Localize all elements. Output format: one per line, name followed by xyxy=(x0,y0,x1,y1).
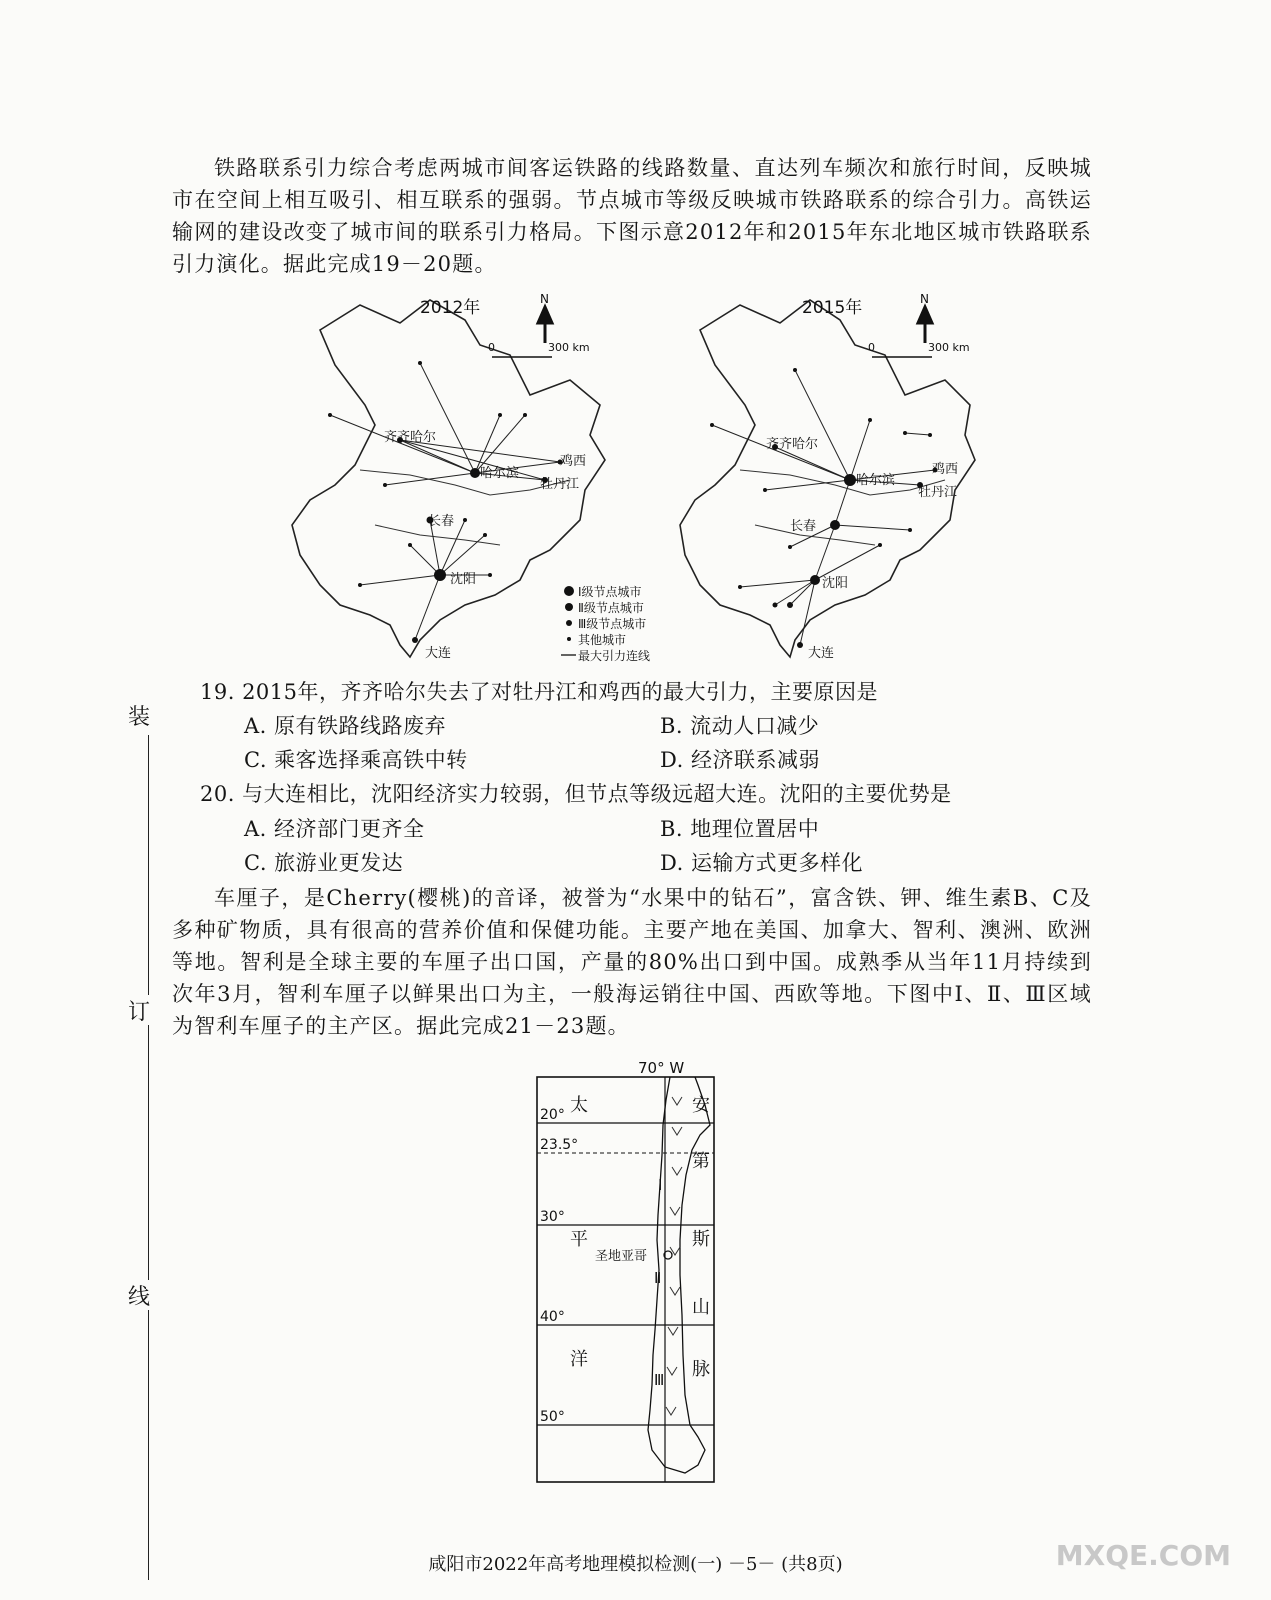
binding-line-bottom xyxy=(148,1310,149,1580)
map-legend xyxy=(561,584,650,663)
mountain-label-3: 斯 xyxy=(692,1229,710,1250)
north-arrow-label: N xyxy=(920,292,929,306)
ocean-label-2: 平 xyxy=(570,1229,588,1250)
northeast-map-2012 xyxy=(280,285,680,675)
latitude-30: 30° xyxy=(540,1209,565,1225)
legend-level2: Ⅱ级节点城市 xyxy=(578,601,644,615)
north-arrow-label: N xyxy=(540,292,549,306)
city-shenyang: 沈阳 xyxy=(822,576,849,591)
scale-zero: 0 xyxy=(488,341,495,354)
mountain-label-2: 第 xyxy=(692,1151,710,1172)
longitude-label: 70° W xyxy=(638,1059,685,1077)
chile-map xyxy=(520,1055,730,1495)
city-qiqihar: 齐齐哈尔 xyxy=(384,430,437,445)
city-changchun: 长春 xyxy=(790,519,817,534)
north-arrow-icon xyxy=(918,307,932,343)
city-harbin: 哈尔滨 xyxy=(856,473,896,488)
legend-line: 最大引力连线 xyxy=(578,649,651,663)
binding-line-middle xyxy=(148,1025,149,1280)
latitude-50: 50° xyxy=(540,1409,565,1425)
margin-word-ding: 订 xyxy=(128,1000,151,1025)
latitude-20: 20° xyxy=(540,1107,565,1123)
region-2-label: Ⅱ xyxy=(654,1269,662,1287)
intro-paragraph-rail: 铁路联系引力综合考虑两城市间客运铁路的线路数量、直达列车频次和旅行时间，反映城市在空间上相互吸引、相互联系的强弱。节点城市等级反映城市铁路联系的综合引力。高铁运输网的建设改变了城市间的联系引力格局。下图示意2012年和2015年东北地区城市铁路联系引力演化。据此完成19－20题。 xyxy=(172,156,1092,276)
binding-line-top xyxy=(148,735,149,995)
region-3-label: Ⅲ xyxy=(654,1371,665,1389)
mountain-label-1: 安 xyxy=(692,1095,710,1116)
city-jixi: 鸡西 xyxy=(932,462,959,477)
intro-paragraph-cherry: 车厘子，是Cherry(樱桃)的音译，被誉为“水果中的钻石”，富含铁、钾、维生素B、C及多种矿物质，具有很高的营养价值和保健功能。主要产地在美国、加拿大、智利、澳洲、欧洲等地。智利是全球主要的车厘子出口国，产量的80%出口到中国。成熟季从当年11月持续到次年3月，智利车厘子以鲜果出口为主，一般海运销往中国、西欧等地。下图中Ⅰ、Ⅱ、Ⅲ区域为智利车厘子的主产区。据此完成21－23题。 xyxy=(172,886,1092,1038)
scale-zero: 0 xyxy=(868,341,875,354)
q19-option-c: C. 乘客选择乘高铁中转 xyxy=(244,748,468,772)
margin-word-xian: 线 xyxy=(128,1285,151,1310)
legend-level1: Ⅰ级节点城市 xyxy=(578,585,642,599)
city-santiago: 圣地亚哥 xyxy=(595,1249,648,1264)
city-qiqihar: 齐齐哈尔 xyxy=(766,437,819,452)
legend-level3: Ⅲ级节点城市 xyxy=(578,617,647,631)
ocean-label-3: 洋 xyxy=(570,1349,588,1370)
city-dalian: 大连 xyxy=(425,646,452,661)
mountain-label-4: 山 xyxy=(692,1297,710,1318)
city-mudanjiang: 牡丹江 xyxy=(918,485,958,500)
city-jixi: 鸡西 xyxy=(560,454,587,469)
legend-other: 其他城市 xyxy=(578,633,627,647)
q20-option-b: B. 地理位置居中 xyxy=(660,817,820,841)
latitude-23-5: 23.5° xyxy=(540,1137,579,1153)
ocean-label-1: 太 xyxy=(570,1095,588,1116)
mountain-label-5: 脉 xyxy=(692,1359,710,1380)
map-year-label: 2012年 xyxy=(420,298,481,318)
latitude-40: 40° xyxy=(540,1309,565,1325)
city-harbin: 哈尔滨 xyxy=(480,466,520,481)
q20-option-a: A. 经济部门更齐全 xyxy=(244,817,425,841)
q19-option-a: A. 原有铁路线路废弃 xyxy=(244,714,447,738)
q20-option-d: D. 运输方式更多样化 xyxy=(660,851,863,875)
q20-option-c: C. 旅游业更发达 xyxy=(244,851,404,875)
city-shenyang: 沈阳 xyxy=(450,572,477,587)
page-footer: 咸阳市2022年高考地理模拟检测(一) －5－ (共8页) xyxy=(428,1554,843,1575)
city-mudanjiang: 牡丹江 xyxy=(540,477,580,492)
scale-length: 300 km xyxy=(548,341,590,354)
north-arrow-icon xyxy=(538,307,552,343)
northeast-map-2015 xyxy=(670,285,1000,675)
q19-option-b: B. 流动人口减少 xyxy=(660,714,820,738)
question-19-stem: 19. 2015年，齐齐哈尔失去了对牡丹江和鸡西的最大引力，主要原因是 xyxy=(200,680,879,704)
region-1-label: Ⅰ xyxy=(658,1176,663,1194)
watermark: MXQE.COM xyxy=(1055,1539,1231,1572)
question-20-stem: 20. 与大连相比，沈阳经济实力较弱，但节点等级远超大连。沈阳的主要优势是 xyxy=(200,782,952,806)
scale-length: 300 km xyxy=(928,341,970,354)
city-dalian: 大连 xyxy=(808,646,835,661)
q19-option-d: D. 经济联系减弱 xyxy=(660,748,820,772)
margin-word-zhuang: 装 xyxy=(128,705,151,730)
map-year-label: 2015年 xyxy=(802,298,863,318)
city-changchun: 长春 xyxy=(428,514,455,529)
